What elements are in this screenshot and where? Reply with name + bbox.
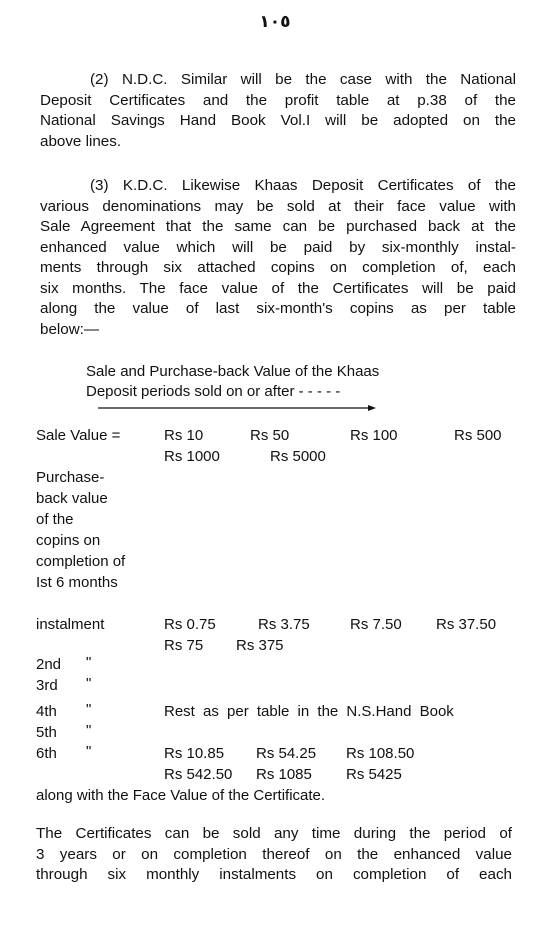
sixth-values-line-1 (164, 743, 414, 764)
row-2nd-label: 2nd (36, 656, 62, 673)
sixth-value-cell: Rs 10.85 (164, 745, 225, 762)
purchase-back-label-line: copins on (36, 532, 101, 549)
sale-value-line-2 (164, 446, 326, 467)
purchase-back-label-line: of the (36, 511, 74, 528)
sixth-value-cell: Rs 54.25 (256, 745, 317, 762)
paragraph-kdc (40, 176, 516, 340)
paragraph-line: National Savings Hand Book Vol.I will be adopted on the (40, 112, 516, 129)
instalment-cell: Rs 375 (236, 637, 284, 654)
instalment-label: instalment (36, 616, 105, 633)
sale-value-label: Sale Value = (36, 427, 121, 444)
paragraph-line: various denominations may be sold at their face value with (40, 197, 516, 215)
purchase-back-label-line: completion of (36, 553, 126, 570)
ditto-mark: " (86, 675, 92, 692)
face-value-note: along with the Face Value of the Certificate. (36, 787, 326, 804)
sixth-values-line-2 (164, 764, 402, 785)
instalment-cell: Rs 37.50 (436, 616, 497, 633)
ditto-mark: " (86, 654, 92, 671)
paragraph-line: (2) N.D.C. Similar will be the case with the National (90, 71, 516, 88)
table-caption-line-1: Sale and Purchase-back Value of the Khaas (86, 363, 380, 380)
row-6th-label: 6th (36, 745, 57, 762)
instalment-cell: Rs 75 (164, 637, 204, 654)
paragraph-line: (3) K.D.C. Likewise Khaas Deposit Certificates of the (90, 177, 516, 194)
sale-value-cell: Rs 5000 (270, 448, 326, 465)
ditto-mark: " (86, 701, 92, 718)
sale-value-cell: Rs 1000 (164, 448, 220, 465)
sale-value-cell: Rs 100 (350, 427, 398, 444)
purchase-back-label-line: Purchase- (36, 469, 105, 486)
ditto-mark: " (86, 722, 92, 739)
sixth-value-cell: Rs 1085 (256, 766, 312, 783)
sale-value-cell: Rs 50 (250, 427, 290, 444)
table-caption-line-2: Deposit periods sold on or after - - - - - (86, 383, 341, 400)
paragraph-line: Sale Agreement that the same can be purchased back at the (40, 218, 516, 235)
sixth-value-cell: Rs 108.50 (346, 745, 415, 762)
paragraph-line: Deposit Certificates and the profit table at p.38 of the (40, 91, 516, 109)
instalment-line-2 (164, 635, 284, 656)
sale-value-cell: Rs 10 (164, 427, 204, 444)
sale-value-cell: Rs 500 (454, 427, 502, 444)
row-3rd-label: 3rd (36, 677, 58, 694)
paragraph-line: along the value of last six-month's copins as per table (40, 300, 516, 317)
paragraph-line: The Certificates can be sold any time during the period of (36, 825, 512, 842)
paragraph-ndc (40, 70, 516, 152)
rest-as-per-table-note: Rest as per table in the N.S.Hand Book (164, 703, 454, 720)
row-4th-label: 4th (36, 703, 57, 720)
purchase-back-label-line: Ist 6 months (36, 574, 118, 591)
paragraph-line: ments through six attached copins on completion of, each (40, 259, 516, 276)
paragraph-line: enhanced value which will be paid by six-monthly instal- (40, 238, 516, 256)
paragraph-closing (36, 824, 512, 886)
paragraph-line: through six monthly instalments on completion of each (36, 866, 512, 883)
sixth-value-cell: Rs 5425 (346, 766, 402, 783)
instalment-cell: Rs 3.75 (258, 616, 310, 633)
sixth-value-cell: Rs 542.50 (164, 766, 233, 783)
paragraph-line: 3 years or on completion thereof on the enhanced value (36, 845, 512, 863)
instalment-cell: Rs 7.50 (350, 616, 402, 633)
purchase-back-label-line: back value (36, 490, 108, 507)
paragraph-line: below:— (40, 320, 100, 338)
row-5th-label: 5th (36, 724, 57, 741)
ditto-mark: " (86, 743, 92, 760)
paragraph-line: six months. The face value of the Certificates will be paid (40, 279, 516, 297)
instalment-cell: Rs 0.75 (164, 616, 216, 633)
sale-value-line-1 (164, 425, 502, 446)
instalment-line-1 (164, 614, 496, 635)
paragraph-line: above lines. (40, 132, 122, 150)
caption-underline-arrow (86, 404, 376, 412)
page-number: ١٠٥ (259, 12, 291, 32)
